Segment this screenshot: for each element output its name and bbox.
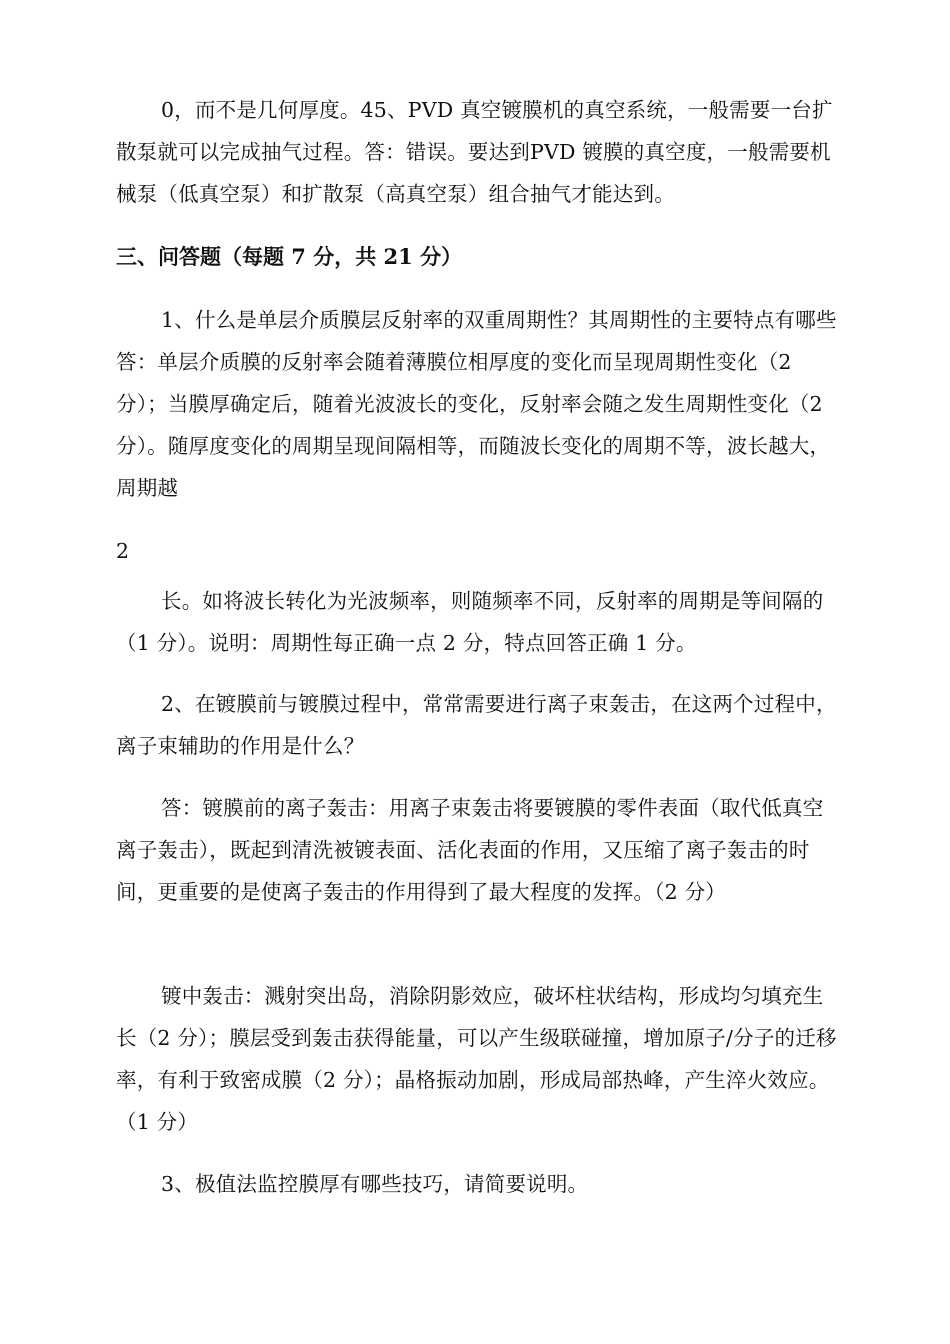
paragraph-answer-2-pre-bombardment: 答：镀膜前的离子轰击：用离子束轰击将要镀膜的零件表面（取代低真空离子轰击），既起到清洗被镀表面、活化表面的作用，又压缩了离子轰击的时间，更重要的是使离子轰击的作用得到了最大程度的发挥。（2 分）	[116, 796, 824, 904]
paragraph-question-1: 1、什么是单层介质膜层反射率的双重周期性？其周期性的主要特点有哪些答：单层介质膜的反射率会随着薄膜位相厚度的变化而呈现周期性变化（2 分）；当膜厚确定后，随着光波波长的变化，反射率会随之发生周期性变化（2 分）。随厚度变化的周期呈现间隔相等，而随波长变化的周期不等，波长越大，周期越	[116, 308, 837, 500]
page-number: 2	[116, 539, 130, 563]
section-heading-qa: 三、问答题（每题 7 分，共 21 分）	[116, 244, 463, 269]
paragraph-question-3: 3、极值法监控膜厚有哪些技巧，请简要说明。	[161, 1172, 589, 1196]
paragraph-question-2: 2、在镀膜前与镀膜过程中，常常需要进行离子束轰击，在这两个过程中，离子束辅助的作用是什么？	[116, 692, 837, 758]
paragraph-pvd-vacuum-answer: 0，而不是几何厚度。45、PVD 真空镀膜机的真空系统，一般需要一台扩散泵就可以完成抽气过程。答：错误。要达到PVD 镀膜的真空度，一般需要机械泵（低真空泵）和扩散泵（高真空泵）组合抽气才能达到。	[116, 98, 833, 206]
paragraph-question-1-continued: 长。如将波长转化为光波频率，则随频率不同，反射率的周期是等间隔的（1 分）。说明：周期性每正确一点 2 分，特点回答正确 1 分。	[116, 589, 824, 655]
paragraph-answer-2-during-bombardment: 镀中轰击：溅射突出岛，消除阴影效应，破坏柱状结构，形成均匀填充生长（2 分）；膜层受到轰击获得能量，可以产生级联碰撞，增加原子/分子的迁移率，有利于致密成膜（2 分）；晶格振动加剧，形成局部热峰，产生淬火效应。（1 分）	[116, 984, 837, 1134]
